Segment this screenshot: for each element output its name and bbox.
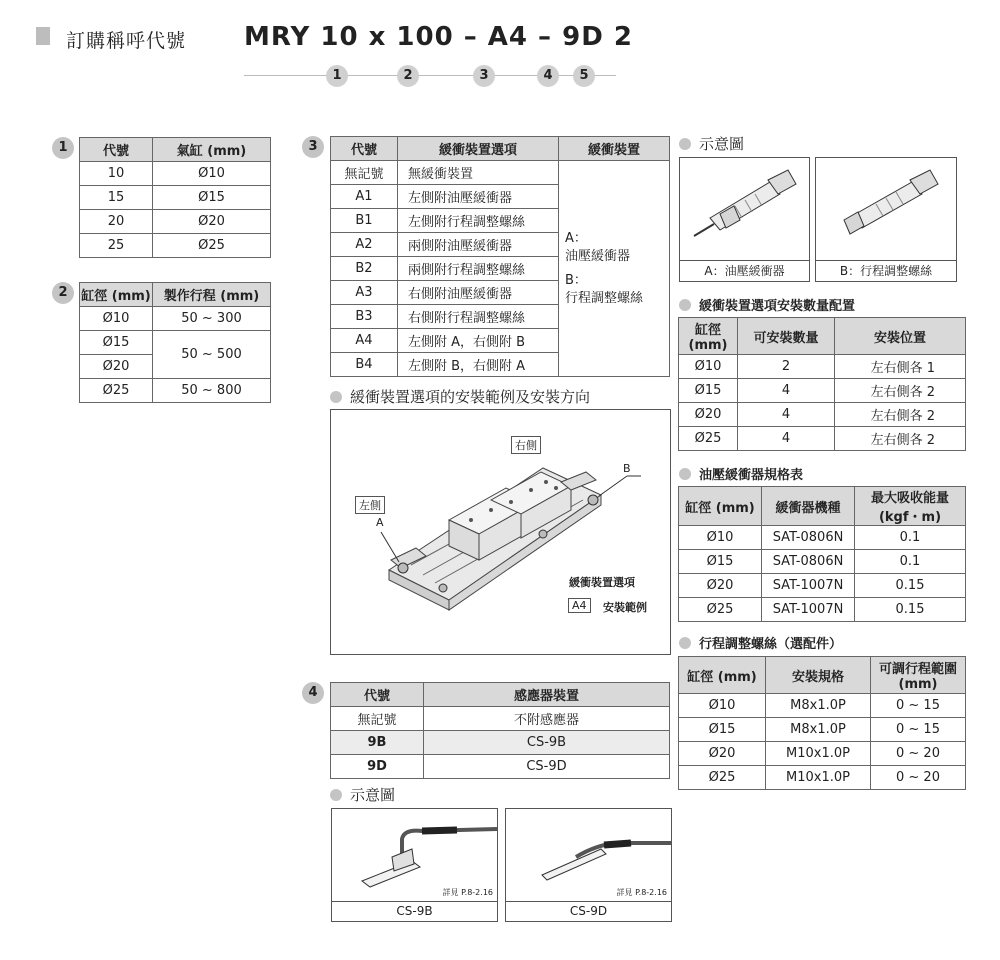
slide-table-illustration <box>331 410 670 654</box>
cell: A2 <box>331 233 398 257</box>
cell: A4 <box>331 329 398 353</box>
sensor-table <box>330 682 670 779</box>
option-label: 緩衝裝置選項 <box>569 576 635 589</box>
diagram-top-title-text: 示意圖 <box>699 135 745 153</box>
col-header: 氣缸 (mm) <box>153 138 271 162</box>
bullet-icon <box>679 299 691 311</box>
section-number-3: 3 <box>302 136 324 158</box>
bore-code-table <box>79 137 271 258</box>
qty-table-title <box>679 295 855 314</box>
cell: 0.15 <box>855 574 966 598</box>
cell: Ø15 <box>679 550 762 574</box>
adjust-screw-diagram <box>815 157 957 282</box>
cell: A1 <box>331 185 398 209</box>
cell: 右側附油壓緩衝器 <box>398 281 559 305</box>
cell: Ø15 <box>679 718 766 742</box>
cushion-option-table <box>330 136 670 377</box>
cell: 左側附 B，右側附 A <box>398 353 559 377</box>
cell: 左側附行程調整螺絲 <box>398 209 559 233</box>
table-row <box>80 210 271 234</box>
position-line <box>244 75 616 76</box>
cell: Ø10 <box>679 526 762 550</box>
cell: 0.1 <box>855 550 966 574</box>
sensor-9b-caption: CS-9B <box>332 901 497 921</box>
col-header: 代號 <box>80 138 153 162</box>
table-row <box>331 707 670 731</box>
section-number-1: 1 <box>52 137 74 159</box>
cell: 0 ~ 20 <box>871 766 966 790</box>
col-header: 最大吸收能量 (kgf・m) <box>855 487 966 526</box>
col-header: 缸徑 (mm) <box>679 657 766 694</box>
cell: Ø10 <box>80 307 153 331</box>
cell: Ø25 <box>80 379 153 403</box>
cell: M8x1.0P <box>766 718 871 742</box>
col-header: 缸徑 (mm) <box>80 283 153 307</box>
cell: 25 <box>80 234 153 258</box>
cell: 右側附行程調整螺絲 <box>398 305 559 329</box>
cell: A3 <box>331 281 398 305</box>
sensor-9d-diagram <box>505 808 672 922</box>
cell: Ø25 <box>679 766 766 790</box>
screw-spec-table <box>678 656 966 790</box>
marker-b: B <box>623 462 631 475</box>
cell: M10x1.0P <box>766 742 871 766</box>
sensor-diagram-title-text: 示意圖 <box>350 786 396 804</box>
table-row <box>679 742 966 766</box>
cell: 4 <box>738 403 835 427</box>
cell: 4 <box>738 427 835 451</box>
table-row <box>331 161 670 185</box>
qty-table <box>678 317 966 451</box>
col-header: 安裝規格 <box>766 657 871 694</box>
table-row <box>679 403 966 427</box>
bullet-icon <box>330 391 342 403</box>
cell: 0.1 <box>855 526 966 550</box>
absorber-table-title <box>679 464 803 483</box>
table-row <box>331 731 670 755</box>
cell: 不附感應器 <box>424 707 670 731</box>
cell: 50 ~ 800 <box>153 379 271 403</box>
bullet-icon <box>679 468 691 480</box>
cell: SAT-1007N <box>762 574 855 598</box>
cell: 10 <box>80 162 153 186</box>
cell: 4 <box>738 379 835 403</box>
cell: 左側附 A，右側附 B <box>398 329 559 353</box>
cell: 0 ~ 15 <box>871 694 966 718</box>
qty-table-title-text: 緩衝裝置選項安裝數量配置 <box>699 299 856 314</box>
cell: Ø25 <box>679 598 762 622</box>
screw-table-title <box>679 633 842 652</box>
table-row <box>679 379 966 403</box>
col-header: 緩衝器機種 <box>762 487 855 526</box>
absorber-caption: A：油壓緩衝器 <box>680 260 809 281</box>
absorber-illustration <box>680 158 809 260</box>
cell: 左右側各 1 <box>835 355 966 379</box>
cell: Ø20 <box>679 403 738 427</box>
sensor-9d-caption: CS-9D <box>506 901 671 921</box>
cell: 左右側各 2 <box>835 427 966 451</box>
bullet-icon <box>679 138 691 150</box>
cell: 9D <box>331 755 424 779</box>
col-header: 缸徑 (mm) <box>679 318 738 355</box>
table-row <box>679 694 966 718</box>
section-number-2: 2 <box>52 282 74 304</box>
table-row <box>80 379 271 403</box>
cell: B3 <box>331 305 398 329</box>
table-row <box>80 234 271 258</box>
cell: 0 ~ 15 <box>871 718 966 742</box>
col-header: 代號 <box>331 137 398 161</box>
bullet-icon <box>330 789 342 801</box>
page-title: 訂購稱呼代號 <box>66 30 187 52</box>
cell: CS-9D <box>424 755 670 779</box>
position-marker-3: 3 <box>473 65 495 87</box>
cell: SAT-0806N <box>762 550 855 574</box>
cell: Ø20 <box>679 574 762 598</box>
sensor-9b-ref: 詳見 P.8-2.16 <box>442 888 493 897</box>
device-b-value: 行程調整螺絲 <box>565 290 644 306</box>
right-side-label: 右側 <box>511 436 541 454</box>
cell: 0.15 <box>855 598 966 622</box>
table-row <box>679 766 966 790</box>
absorber-table-title-text: 油壓緩衝器規格表 <box>699 468 804 483</box>
cell: 無記號 <box>331 707 424 731</box>
cell: 0 ~ 20 <box>871 742 966 766</box>
cell: M8x1.0P <box>766 694 871 718</box>
diagram-top-title <box>679 133 744 154</box>
cell: 15 <box>80 186 153 210</box>
device-legend <box>559 161 670 377</box>
stroke-table <box>79 282 271 403</box>
marker-a: A <box>376 516 384 529</box>
install-example-diagram <box>330 409 671 655</box>
header-marker <box>36 27 50 45</box>
cell: Ø25 <box>679 427 738 451</box>
table-row <box>331 755 670 779</box>
cell: 左側附油壓緩衝器 <box>398 185 559 209</box>
table-row <box>679 598 966 622</box>
cell: 9B <box>331 731 424 755</box>
device-b-key: B： <box>565 272 587 288</box>
table-row <box>80 331 271 355</box>
option-code-box: A4 <box>568 598 591 613</box>
cell: Ø10 <box>679 355 738 379</box>
table-row <box>679 526 966 550</box>
cell: B1 <box>331 209 398 233</box>
col-header: 緩衝裝置 <box>559 137 670 161</box>
cell: 50 ~ 500 <box>153 331 271 379</box>
table-row <box>679 550 966 574</box>
cell: B2 <box>331 257 398 281</box>
col-header: 緩衝裝置選項 <box>398 137 559 161</box>
cell: 50 ~ 300 <box>153 307 271 331</box>
cell: CS-9B <box>424 731 670 755</box>
col-header: 感應器裝置 <box>424 683 670 707</box>
cell: 無緩衝裝置 <box>398 161 559 185</box>
cell: Ø20 <box>679 742 766 766</box>
table-row <box>679 355 966 379</box>
sensor-9b-diagram <box>331 808 498 922</box>
bullet-icon <box>679 637 691 649</box>
position-marker-5: 5 <box>573 65 595 87</box>
cell: 20 <box>80 210 153 234</box>
sensor-9d-ref: 詳見 P.8-2.16 <box>616 888 667 897</box>
col-header: 可安裝數量 <box>738 318 835 355</box>
device-a-key: A： <box>565 230 587 246</box>
col-header: 製作行程 (mm) <box>153 283 271 307</box>
col-header: 可調行程範圍 (mm) <box>871 657 966 694</box>
screw-table-title-text: 行程調整螺絲（選配件） <box>699 637 843 652</box>
position-marker-4: 4 <box>537 65 559 87</box>
position-marker-1: 1 <box>326 65 348 87</box>
cell: Ø15 <box>80 331 153 355</box>
table-row <box>679 574 966 598</box>
table-row <box>80 186 271 210</box>
section-number-4: 4 <box>302 682 324 704</box>
cell: Ø15 <box>679 379 738 403</box>
cell: 無記號 <box>331 161 398 185</box>
cell: Ø15 <box>153 186 271 210</box>
col-header: 缸徑 (mm) <box>679 487 762 526</box>
cell: B4 <box>331 353 398 377</box>
cell: Ø10 <box>679 694 766 718</box>
table-row <box>679 427 966 451</box>
cell: 左右側各 2 <box>835 379 966 403</box>
cell: Ø10 <box>153 162 271 186</box>
col-header: 代號 <box>331 683 424 707</box>
device-a-value: 油壓緩衝器 <box>565 248 631 264</box>
table-row <box>679 718 966 742</box>
sensor-diagram-title <box>330 784 395 805</box>
position-marker-2: 2 <box>397 65 419 87</box>
cell: 兩側附行程調整螺絲 <box>398 257 559 281</box>
adjust-screw-illustration <box>816 158 956 260</box>
cell: M10x1.0P <box>766 766 871 790</box>
cell: Ø20 <box>80 355 153 379</box>
option-code-text: 安裝範例 <box>603 601 647 614</box>
cell: 2 <box>738 355 835 379</box>
cell: SAT-1007N <box>762 598 855 622</box>
table-row <box>80 162 271 186</box>
model-code: MRY 10 x 100 – A4 – 9D 2 <box>244 22 633 52</box>
cell: Ø20 <box>153 210 271 234</box>
cell: 兩側附油壓緩衝器 <box>398 233 559 257</box>
table-row <box>80 307 271 331</box>
absorber-spec-table <box>678 486 966 622</box>
absorber-diagram <box>679 157 810 282</box>
cell: SAT-0806N <box>762 526 855 550</box>
cell: Ø25 <box>153 234 271 258</box>
install-example-title-text: 緩衝裝置選項的安裝範例及安裝方向 <box>350 388 591 406</box>
col-header: 安裝位置 <box>835 318 966 355</box>
left-side-label: 左側 <box>355 496 385 514</box>
install-example-title <box>330 386 590 407</box>
adjust-screw-caption: B：行程調整螺絲 <box>816 260 956 281</box>
cell: 左右側各 2 <box>835 403 966 427</box>
